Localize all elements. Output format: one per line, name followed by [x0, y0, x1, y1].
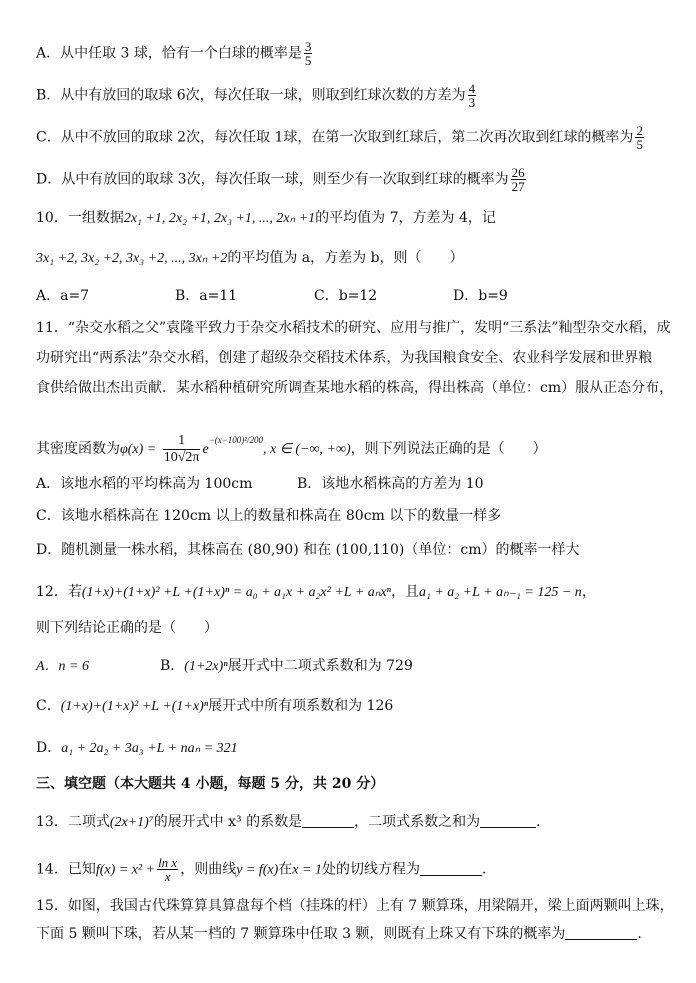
- q9-option-b-fraction: [468, 82, 477, 109]
- q14-answer-blank[interactable]: [420, 861, 482, 876]
- q11-density-e: e: [202, 442, 209, 457]
- q12-option-d-label: D．: [36, 740, 62, 756]
- fraction-denominator: 3: [468, 95, 476, 110]
- q14-text-3: 在: [278, 861, 293, 878]
- q15-answer-blank[interactable]: [565, 925, 637, 940]
- q12-stem-text-3: ，: [581, 584, 596, 600]
- fraction-numerator: 1: [163, 433, 201, 450]
- q11-density-text: 其密度函数为: [36, 441, 120, 457]
- q10-option-a: A．a=7: [36, 288, 90, 304]
- section-heading: 三、填空题（本大题共 4 小题，每题 5 分，共 20 分）: [36, 776, 385, 792]
- q14-fraction: [157, 856, 178, 883]
- fraction-denominator: x: [164, 869, 171, 884]
- q15-line1: 15．如图，我国古代珠算算具算盘每个档（挂珠的杆）上有 7 颗算珠，用梁隔开，梁上面两颗叫上珠，: [36, 898, 674, 914]
- q15-end: ．: [637, 926, 652, 942]
- q14-function: f(x) = x² +: [95, 862, 156, 878]
- fraction-numerator: 2: [636, 123, 643, 138]
- q9-option-c: [36, 124, 646, 151]
- fraction-denominator: 5: [636, 137, 643, 152]
- q11-option-d: D．随机测量一株水稻，其株高在 (80,90) 和在 (100,110)（单位：cm）的概率一样大: [36, 542, 580, 558]
- q12-option-a: [36, 656, 89, 677]
- q11-option-b: B．该地水稻株高的方差为 10: [297, 476, 484, 492]
- q9-option-b-text: B．从中有放回的取球 6次，每次任取一球，则取到红球次数的方差为: [36, 87, 466, 104]
- q10-option-c: C．b=12: [314, 288, 378, 304]
- q10-stem-line2: [36, 248, 464, 269]
- q11-stem-line3: 食供给做出杰出贡献．某水稻种植研究所调查某地水稻的株高，得出株高（单位：cm）服从正态分布，: [36, 380, 674, 396]
- q12-stem-line1: [36, 582, 596, 603]
- q12-option-c: [36, 696, 393, 717]
- q9-option-a: [36, 40, 314, 67]
- q12-option-b: [160, 656, 413, 677]
- q14-point: x = 1: [292, 862, 322, 878]
- q10-data-expression-2: 3x₁ +2, 3x₂ +2, 3x₃ +2, ..., 3xₙ +2: [36, 251, 228, 266]
- q13-binomial: (2x+1)⁷: [109, 815, 154, 830]
- q12-condition: a₁ + a₂ +L + aₙ₋₁ = 125 − n: [418, 585, 582, 600]
- q12-expansion: (1+x)+(1+x)² +L +(1+x)ⁿ = a₀ + a₁x + a₂x² +L + aₙxⁿ: [81, 585, 391, 600]
- q13: [36, 812, 550, 833]
- q9-option-c-fraction: [635, 124, 644, 151]
- q9-option-a-text: A．从中任取 3 球，恰有一个白球的概率是: [36, 45, 302, 62]
- q14-end: ．: [481, 861, 496, 878]
- q12-option-b-text: 展开式中二项式系数和为 729: [227, 658, 413, 674]
- fraction-denominator: 10√2π: [163, 449, 200, 465]
- q14-text-4: 处的切线方程为: [321, 861, 420, 878]
- q9-option-c-text: C．从中不放回的取球 2次，每次任取 1球，在第一次取到红球后，第二次再次取到红球的概率为: [36, 129, 634, 146]
- fraction-denominator: 27: [511, 179, 525, 194]
- q9-option-d-text: D．从中有放回的取球 3次，每次任取一球，则至少有一次取到红球的概率为: [36, 171, 509, 188]
- q9-option-d-fraction: [511, 166, 526, 193]
- q15-line2: [36, 924, 651, 944]
- q10-data-expression: 2x₁ +1, 2x₂ +1, 2x₃ +1, ..., 2xₙ +1: [123, 211, 316, 226]
- q13-end: ．: [536, 814, 551, 830]
- q9-option-d: [36, 166, 528, 193]
- q11-stem-line1: 11．“杂交水稻之父”袁隆平致力于杂交水稻技术的研究、应用与推广，发明“三系法”籼型杂交水稻，成: [36, 320, 671, 336]
- q13-text: 13．二项式: [36, 814, 110, 830]
- q14-text: 14．已知: [36, 861, 96, 878]
- q11-density-line: [36, 420, 547, 465]
- q12-option-c-text: 展开式中所有项系数和为 126: [208, 698, 394, 714]
- q10-stem-text: 10．一组数据: [36, 210, 124, 226]
- q11-density-exponent: −(x−100)²/200: [208, 435, 264, 445]
- q15-text: 下面 5 颗叫下珠，若从某一档的 7 颗算珠中任取 3 颗，则既有上珠又有下珠的概率为: [36, 926, 566, 942]
- q10-option-d: D．b=9: [453, 288, 508, 304]
- fraction-numerator: 4: [468, 81, 476, 96]
- q11-stem-line2: 功研究出“两系法”杂交水稻，创建了超级杂交稻技术体系，为我国粮食安全、农业科学发展和世界粮: [36, 350, 653, 366]
- q12-option-c-label: C．: [36, 698, 61, 714]
- q13-text-2: 的展开式中 x³ 的系数是: [153, 814, 303, 830]
- q11-option-c: C．该地水稻株高在 120cm 以上的数量和株高在 80cm 以下的数量一样多: [36, 508, 502, 524]
- q13-answer-blank-2[interactable]: [480, 813, 536, 828]
- q11-density-fraction: [163, 433, 201, 466]
- q13-answer-blank-1[interactable]: [302, 813, 354, 828]
- q12-option-b-expression: (1+2x)ⁿ: [184, 659, 228, 674]
- q12-stem-text-2: ，且: [390, 584, 419, 600]
- q10-stem-text-3: 的平均值为 a，方差为 b，则（ ）: [227, 250, 464, 266]
- q11-option-a: A．该地水稻的平均株高为 100cm: [36, 476, 253, 492]
- q12-stem-line2: 则下列结论正确的是（ ）: [36, 620, 218, 636]
- q14: [36, 856, 496, 882]
- q9-option-a-fraction: [304, 40, 313, 67]
- q12-option-a-text: A．n = 6: [36, 659, 89, 674]
- fraction-denominator: 5: [304, 53, 312, 68]
- q12-stem-text: 12．若: [36, 584, 82, 600]
- fraction-numerator: 26: [511, 165, 525, 180]
- q12-option-d: [36, 738, 238, 759]
- fraction-numerator: ln x: [158, 855, 178, 870]
- q14-curve: y = f(x): [236, 862, 279, 878]
- q12-option-c-expression: (1+x)+(1+x)² +L +(1+x)ⁿ: [60, 699, 209, 714]
- q11-density-domain: , x ∈ (−∞, +∞): [263, 442, 351, 457]
- q13-text-3: ，二项式系数之和为: [354, 814, 481, 830]
- q12-option-d-expression: a₁ + 2a₂ + 3a₃ +L + naₙ = 321: [61, 741, 238, 756]
- q11-density-phi: φ(x) =: [120, 442, 157, 457]
- q10-option-b: B．a=11: [175, 288, 238, 304]
- fraction-numerator: 3: [304, 39, 312, 54]
- q9-option-b: [36, 82, 478, 109]
- q11-density-post: ，则下列说法正确的是（ ）: [350, 441, 547, 457]
- q10-stem-line1: [36, 208, 496, 229]
- q14-text-2: ，则曲线: [180, 861, 237, 878]
- q12-option-b-label: B．: [160, 658, 185, 674]
- q10-stem-text-2: 的平均值为 7，方差为 4，记: [315, 210, 496, 226]
